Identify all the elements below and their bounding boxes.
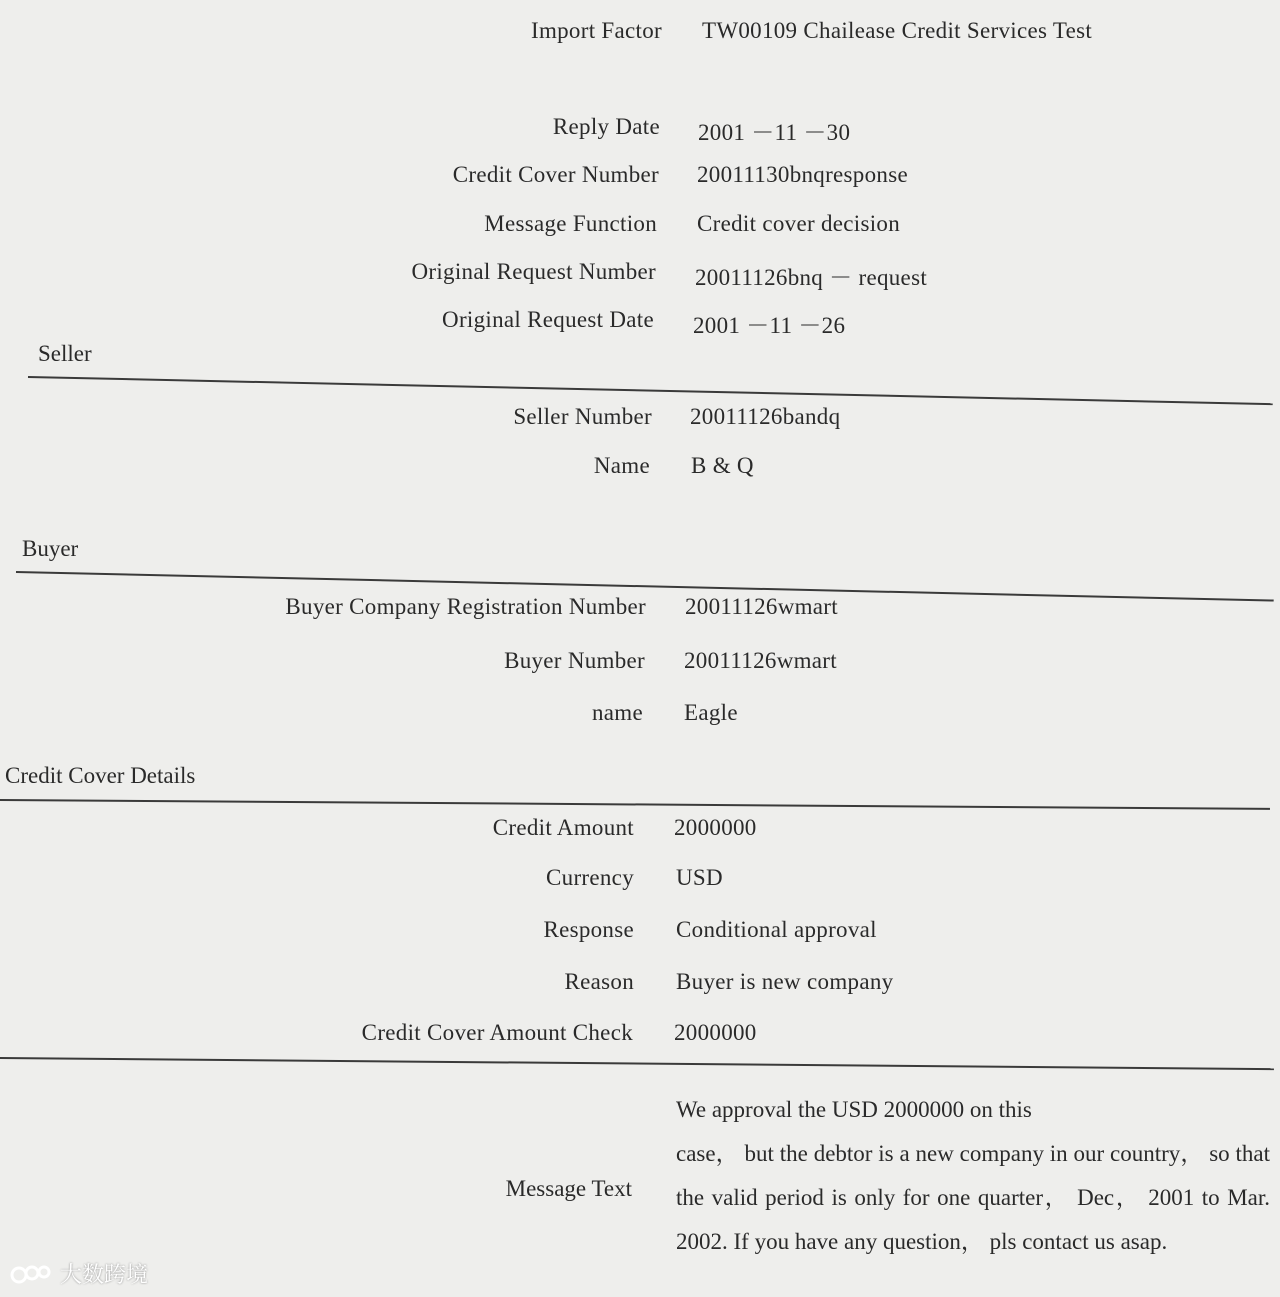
buyer-section-title: Buyer [22,536,79,561]
import-factor-value: TW00109 Chailease Credit Services Test [702,18,1093,43]
field-label: Currency [546,865,634,890]
field-value: USD [676,865,723,890]
seller-divider [28,376,1273,405]
field-value: 20011126wmart [684,648,837,673]
field-value: 20011130bnqresponse [697,162,908,187]
field-value: 20011126bnq － request [695,265,928,290]
original-request-number-row [0,259,1280,299]
message-text-label: Message Text [505,1176,632,1201]
seller-name-row [0,453,1280,493]
credit-cover-amount-check-row [0,1020,1280,1060]
field-label: Reason [564,969,634,994]
credit-cover-divider [0,799,1270,809]
buyer-number-row [0,648,1280,688]
field-label: Response [543,917,634,942]
original-request-date-row [0,307,1280,347]
field-value: 2000000 [674,1020,757,1045]
message-text-line-1: We approval the USD 2000000 on this [676,1097,1032,1122]
response-row [0,917,1280,957]
field-label: Buyer Number [504,648,645,673]
field-label: Original Request Number [411,259,656,284]
field-label: Credit Cover Number [452,162,659,187]
field-label: name [591,700,643,725]
field-value: Conditional approval [676,917,877,942]
field-label: Seller Number [513,404,652,429]
watermark [10,1258,148,1289]
field-value: B & Q [691,453,754,478]
reason-row [0,969,1280,1009]
seller-number-row [0,404,1280,444]
field-label: Credit Amount [492,815,634,840]
credit-amount-row [0,815,1280,855]
field-label: Name [593,453,650,478]
field-value: 20011126wmart [685,594,838,619]
field-value: 2000000 [674,815,757,840]
currency-row [0,865,1280,905]
import-factor-row [0,18,1280,58]
field-label: Original Request Date [442,307,654,332]
field-value: Credit cover decision [697,211,901,236]
credit-cover-number-row [0,162,1280,202]
field-value: 2001 －11 －30 [698,120,851,145]
buyer-company-registration-row [0,594,1280,634]
field-value: 20011126bandq [690,404,841,429]
field-value: Eagle [684,700,738,725]
field-label: Buyer Company Registration Number [285,594,646,619]
watermark-text: 大数跨境 [60,1263,149,1288]
watermark-logo-icon [10,1261,54,1287]
seller-section-title: Seller [38,341,92,366]
reply-date-row [0,114,1280,154]
field-label: Credit Cover Amount Check [361,1020,633,1045]
field-value: 2001 －11 －26 [693,313,846,338]
field-label: Reply Date [552,114,660,139]
credit-cover-section-title: Credit Cover Details [5,763,196,788]
message-text-body [676,1088,1270,1264]
message-function-row [0,211,1280,251]
import-factor-label: Import Factor [530,18,662,43]
buyer-name-row [0,700,1280,740]
field-label: Message Function [484,211,657,236]
message-text-line-2: case， but the debtor is a new company in our country， so that the valid period is only for one quarter， Dec， 2001 to Mar. 2002. If you have any question， pls contact us asap. [676,1141,1270,1254]
field-value: Buyer is new company [676,969,894,994]
